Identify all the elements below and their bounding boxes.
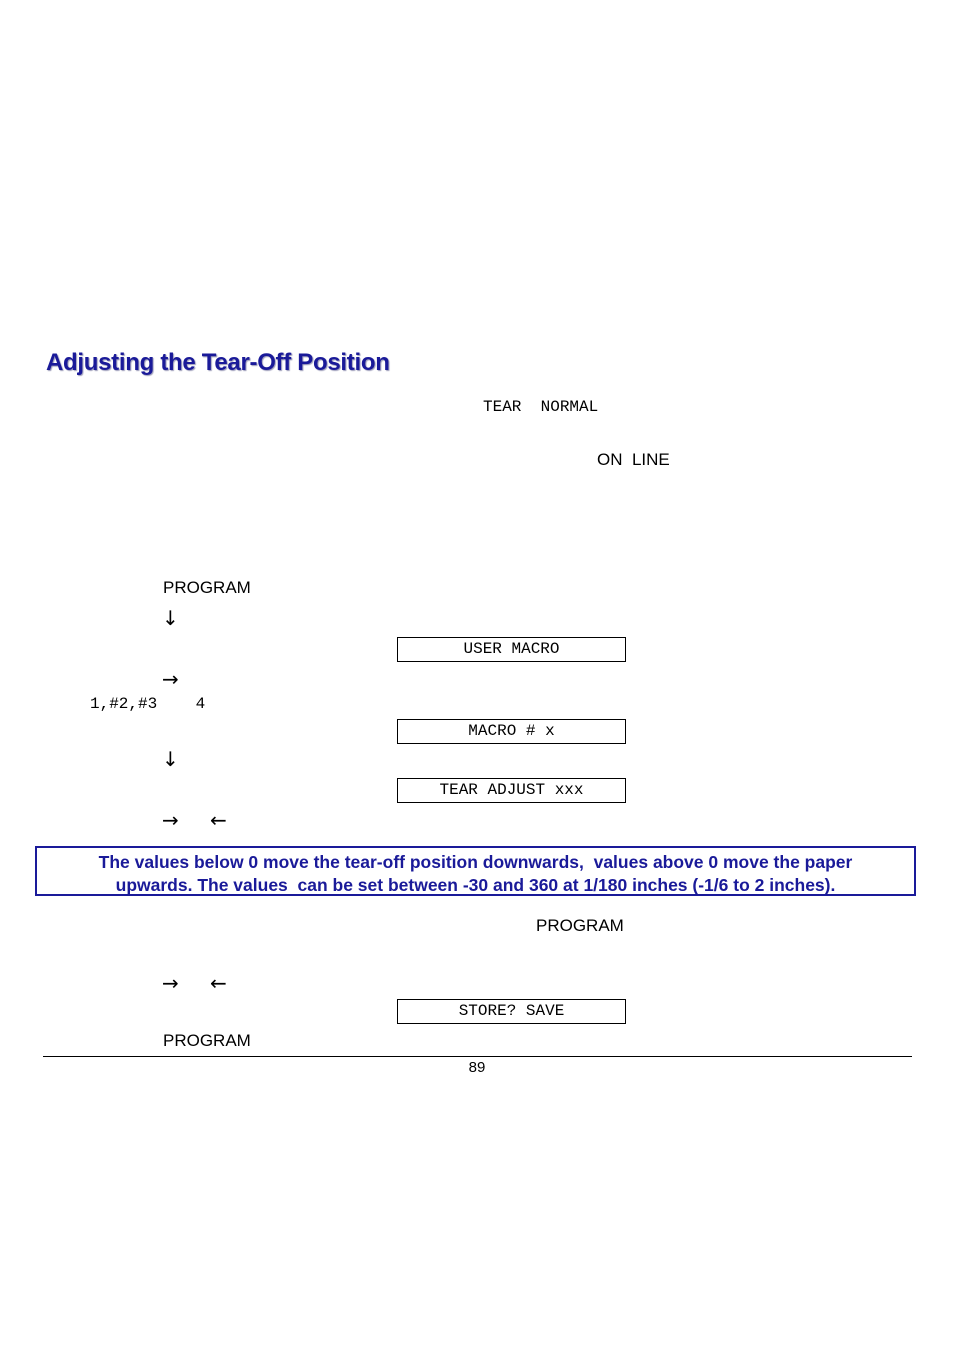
macro-numbers-text: 1,#2,#3 4 [90,695,206,713]
down-arrow-icon: ↓ [162,747,179,771]
left-arrow-icon: ← [210,971,227,995]
on-line-button-label: ON LINE [597,450,670,469]
note-line-2: upwards. The values can be set between -30 and 360 at 1/180 inches (-1/6 to 2 inches). [115,875,836,895]
page-number: 89 [468,1059,486,1076]
lcd-user-macro: USER MACRO [397,637,626,662]
down-arrow-icon: ↓ [162,606,179,630]
right-arrow-icon: → [162,667,179,691]
tear-normal-label: TEAR NORMAL [483,398,599,416]
program-button-label: PROGRAM [163,578,251,597]
program-button-label: PROGRAM [536,916,624,935]
note-line-1: The values below 0 move the tear-off position downwards, values above 0 move the paper [98,852,853,872]
left-arrow-icon: ← [210,808,227,832]
program-button-label: PROGRAM [163,1031,251,1050]
right-arrow-icon: → [162,971,179,995]
note-box [35,846,916,896]
lcd-tear-adjust: TEAR ADJUST xxx [397,778,626,803]
right-arrow-icon: → [162,808,179,832]
lcd-store-save: STORE? SAVE [397,999,626,1024]
section-heading: Adjusting the Tear-Off Position [46,349,390,376]
footer-rule [43,1056,912,1057]
lcd-macro-number: MACRO # x [397,719,626,744]
